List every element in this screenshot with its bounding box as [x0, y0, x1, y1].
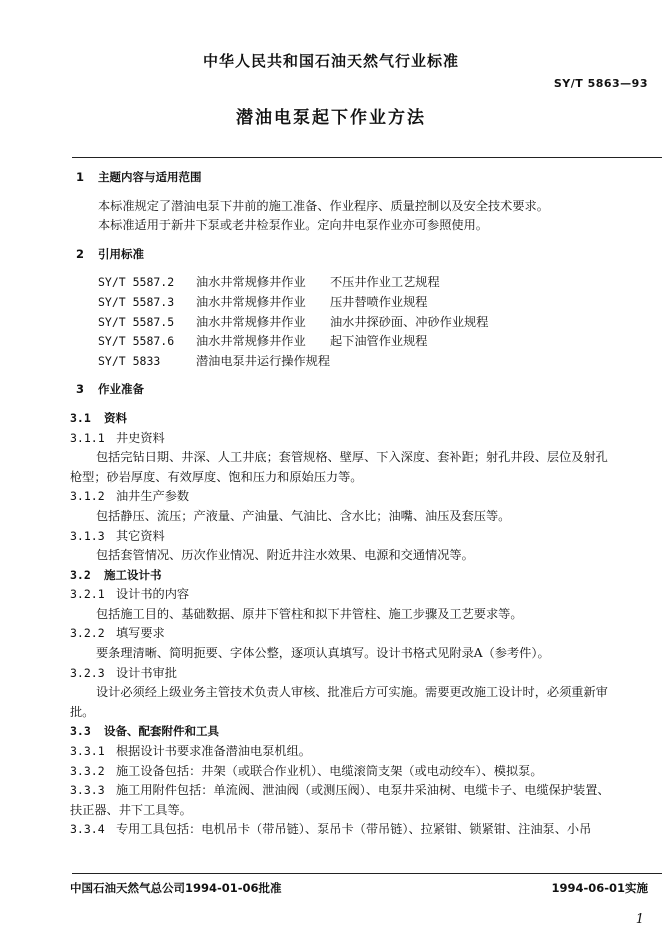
clause-heading: 3.2.3 设计书审批	[70, 665, 177, 680]
paragraph: 包括静压、流压；产液量、产油量、气油比、含水比；油嘴、油压及套压等。	[96, 508, 511, 523]
clause-heading: 3.2.2 填写要求	[70, 626, 165, 641]
document-body	[70, 168, 660, 840]
section-heading: 1 主题内容与适用范围	[76, 170, 202, 184]
clause: 3.3.1 根据设计书要求准备潜油电泵机组。	[70, 744, 311, 759]
paragraph: 包括施工目的、基础数据、原井下管柱和拟下井管柱、施工步骤及工艺要求等。	[96, 606, 523, 621]
clause-heading: 3.2.1 设计书的内容	[70, 587, 190, 602]
issuing-organization: 中华人民共和国石油天然气行业标准	[202, 52, 459, 70]
standard-code: SY/T 5863—93	[553, 77, 648, 90]
section-heading: 2 引用标准	[76, 246, 144, 261]
paragraph: 枪型；砂岩厚度、有效厚度、饱和压力和原始压力等。	[70, 469, 363, 484]
paragraph: 包括套管情况、历次作业情况、附近井注水效果、电源和交通情况等。	[96, 548, 474, 563]
paragraph: 批。	[70, 704, 95, 719]
paragraph: 包括完钻日期、井深、人工井底；套管规格、壁厚、下入深度、套补距；射孔井段、层位及射孔	[96, 450, 608, 465]
approval-line: 中国石油天然气总公司1994-01-06批准	[70, 881, 282, 895]
document-title: 潜油电泵起下作业方法	[236, 108, 426, 128]
clause-heading: 3.1.3 其它资料	[70, 528, 165, 543]
reference-item: SY/T 5587.3 油水井常规修井作业 压井替喷作业规程	[98, 294, 428, 309]
reference-item: SY/T 5833 潜油电泵井运行操作规程	[98, 353, 331, 368]
reference-list	[70, 273, 660, 371]
clause: 3.3.4 专用工具包括：电机吊卡（带吊链）、泵吊卡（带吊链）、拉紧钳、锁紧钳、注油泵、小吊	[70, 822, 592, 837]
clause: 3.3.2 施工设备包括：井架（或联合作业机）、电缆滚筒支架（或电动绞车）、模拟泵。	[70, 763, 543, 778]
paragraph: 要条理清晰、简明扼要、字体公整，逐项认真填写。设计书格式见附录A（参考件）。	[96, 646, 550, 661]
clause-heading: 3.1.1 井史资料	[70, 430, 165, 445]
footer-rule	[72, 873, 662, 874]
section-heading: 3 作业准备	[76, 382, 144, 397]
reference-item: SY/T 5587.6 油水井常规修井作业 起下油管作业规程	[98, 334, 428, 349]
clause-heading: 3.1.2 油井生产参数	[70, 489, 190, 504]
paragraph: 设计必须经上级业务主管技术负责人审核、批准后方可实施。需要更改施工设计时，必须重新审	[96, 685, 608, 700]
subsection-heading: 3.1 资料	[70, 410, 127, 425]
implementation-date: 1994-06-01实施	[551, 881, 648, 895]
paragraph: 本标准适用于新井下泵或老井检泵作业。定向井电泵作业亦可参照使用。	[98, 218, 488, 233]
subsection-heading: 3.3 设备、配套附件和工具	[70, 724, 219, 739]
header-rule	[72, 157, 662, 158]
paragraph: 本标准规定了潜油电泵下井前的施工准备、作业程序、质量控制以及安全技术要求。	[98, 198, 549, 213]
reference-item: SY/T 5587.2 油水井常规修井作业 不压井作业工艺规程	[98, 275, 440, 290]
paragraph: 扶正器、井下工具等。	[70, 802, 192, 817]
clause: 3.3.3 施工用附件包括：单流阀、泄油阀（或测压阀）、电泵井采油树、电缆卡子、电缆保护装置、	[70, 783, 610, 798]
reference-item: SY/T 5587.5 油水井常规修井作业 油水井探砂面、冲砂作业规程	[98, 314, 489, 329]
subsection-heading: 3.2 施工设计书	[70, 567, 162, 582]
page-number: 1	[635, 912, 644, 927]
